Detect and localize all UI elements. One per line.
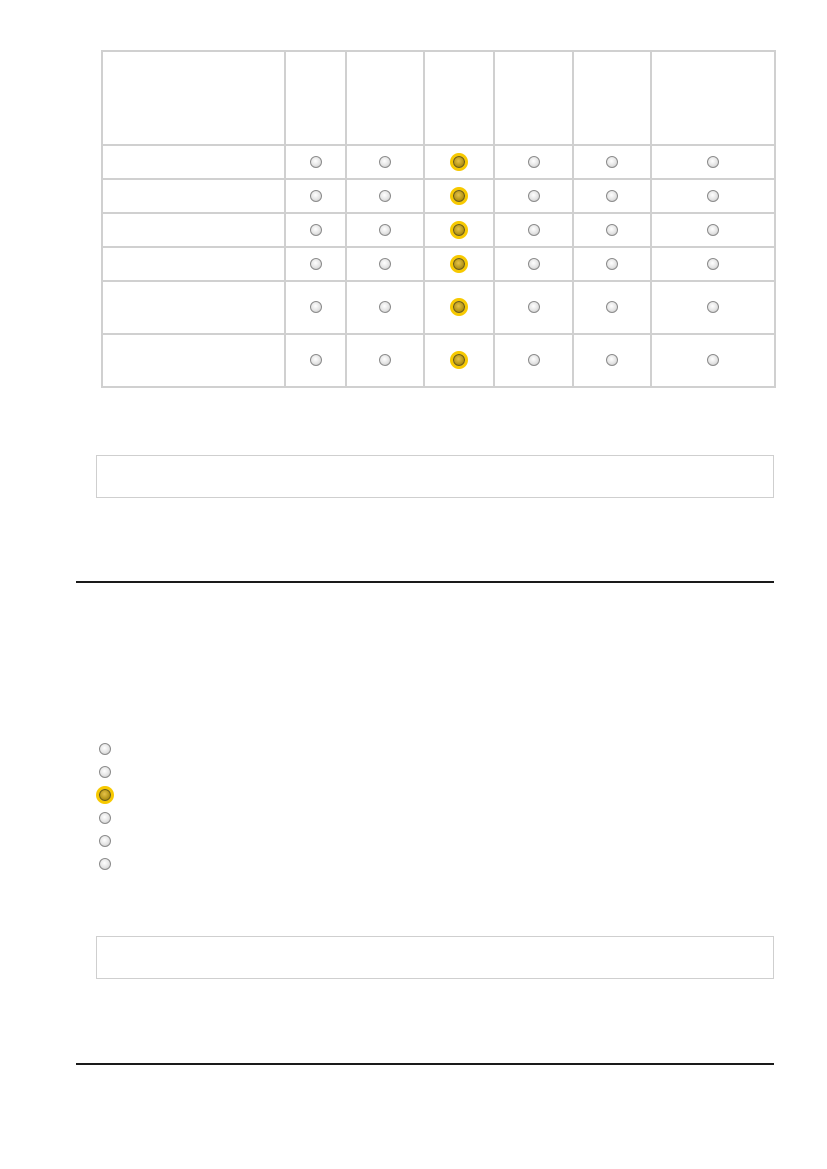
matrix-column-header: [285, 51, 346, 145]
matrix-row-label: [102, 213, 285, 247]
matrix-cell: [573, 334, 651, 387]
radio-button[interactable]: [310, 301, 322, 313]
section-divider: [76, 581, 774, 583]
matrix-cell: [651, 145, 775, 179]
radio-button-selected[interactable]: [453, 301, 465, 313]
matrix-cell: [494, 179, 573, 213]
radio-button[interactable]: [707, 301, 719, 313]
matrix-cell: [494, 334, 573, 387]
matrix-row: [102, 145, 775, 179]
matrix-cell: [346, 179, 424, 213]
radio-button[interactable]: [528, 258, 540, 270]
matrix-cell: [424, 145, 494, 179]
radio-option[interactable]: [99, 829, 111, 852]
matrix-row: [102, 247, 775, 281]
radio-button-selected[interactable]: [99, 789, 111, 801]
radio-button-selected[interactable]: [453, 258, 465, 270]
radio-button-selected[interactable]: [453, 190, 465, 202]
radio-button[interactable]: [528, 156, 540, 168]
matrix-cell: [573, 179, 651, 213]
matrix-cell: [285, 145, 346, 179]
matrix-cell: [573, 213, 651, 247]
radio-button[interactable]: [379, 156, 391, 168]
matrix-row-label: [102, 247, 285, 281]
matrix-cell: [573, 145, 651, 179]
rating-matrix: [101, 50, 776, 388]
radio-button[interactable]: [310, 190, 322, 202]
radio-option[interactable]: [99, 852, 111, 875]
radio-button[interactable]: [310, 354, 322, 366]
matrix-column-header: [573, 51, 651, 145]
matrix-row-label: [102, 334, 285, 387]
radio-button[interactable]: [528, 224, 540, 236]
matrix-cell: [346, 281, 424, 334]
radio-button[interactable]: [99, 766, 111, 778]
matrix-cell: [424, 334, 494, 387]
matrix-column-header: [424, 51, 494, 145]
radio-button[interactable]: [606, 190, 618, 202]
single-choice-options: [99, 737, 111, 875]
matrix-row-label: [102, 179, 285, 213]
radio-button[interactable]: [528, 190, 540, 202]
radio-button[interactable]: [606, 258, 618, 270]
radio-button[interactable]: [606, 301, 618, 313]
matrix-column-header: [494, 51, 573, 145]
matrix-cell: [346, 334, 424, 387]
radio-option[interactable]: [99, 806, 111, 829]
matrix-row: [102, 179, 775, 213]
radio-button[interactable]: [606, 354, 618, 366]
matrix-cell: [494, 247, 573, 281]
radio-option[interactable]: [99, 737, 111, 760]
radio-button[interactable]: [310, 258, 322, 270]
matrix-cell: [651, 179, 775, 213]
radio-button[interactable]: [379, 258, 391, 270]
matrix-cell: [285, 334, 346, 387]
matrix-column-header: [651, 51, 775, 145]
radio-button[interactable]: [379, 224, 391, 236]
matrix-cell: [424, 179, 494, 213]
matrix-header-row: [102, 51, 775, 145]
matrix-row: [102, 281, 775, 334]
radio-button[interactable]: [606, 224, 618, 236]
matrix-cell: [424, 281, 494, 334]
matrix-cell: [494, 145, 573, 179]
matrix-cell: [285, 281, 346, 334]
radio-button[interactable]: [379, 190, 391, 202]
radio-button-selected[interactable]: [453, 354, 465, 366]
matrix-cell: [346, 145, 424, 179]
comment-text-field-1[interactable]: [96, 455, 774, 498]
radio-option[interactable]: [99, 760, 111, 783]
matrix-cell: [494, 281, 573, 334]
matrix-cell: [285, 247, 346, 281]
radio-button[interactable]: [99, 835, 111, 847]
radio-button[interactable]: [606, 156, 618, 168]
matrix-row: [102, 334, 775, 387]
matrix-cell: [346, 213, 424, 247]
matrix-cell: [424, 247, 494, 281]
radio-button[interactable]: [707, 190, 719, 202]
matrix-row: [102, 213, 775, 247]
radio-button[interactable]: [707, 354, 719, 366]
radio-button[interactable]: [707, 156, 719, 168]
radio-button-selected[interactable]: [453, 224, 465, 236]
matrix-cell: [573, 247, 651, 281]
matrix-cell: [651, 213, 775, 247]
radio-option[interactable]: [99, 783, 111, 806]
matrix-cell: [285, 179, 346, 213]
matrix-cell: [573, 281, 651, 334]
matrix-cell: [424, 213, 494, 247]
matrix-cell: [346, 247, 424, 281]
radio-button[interactable]: [310, 224, 322, 236]
matrix-cell: [651, 334, 775, 387]
radio-button[interactable]: [707, 224, 719, 236]
radio-button[interactable]: [310, 156, 322, 168]
matrix-row-label: [102, 281, 285, 334]
radio-button[interactable]: [379, 301, 391, 313]
radio-button-selected[interactable]: [453, 156, 465, 168]
radio-button[interactable]: [528, 301, 540, 313]
radio-button[interactable]: [379, 354, 391, 366]
radio-button[interactable]: [99, 858, 111, 870]
radio-button[interactable]: [707, 258, 719, 270]
radio-button[interactable]: [99, 743, 111, 755]
matrix-cell: [285, 213, 346, 247]
matrix-cell: [651, 247, 775, 281]
comment-text-field-2[interactable]: [96, 936, 774, 979]
matrix-corner-cell: [102, 51, 285, 145]
radio-button[interactable]: [99, 812, 111, 824]
matrix-cell: [494, 213, 573, 247]
section-divider: [76, 1063, 774, 1065]
matrix-cell: [651, 281, 775, 334]
matrix-row-label: [102, 145, 285, 179]
radio-button[interactable]: [528, 354, 540, 366]
matrix-column-header: [346, 51, 424, 145]
